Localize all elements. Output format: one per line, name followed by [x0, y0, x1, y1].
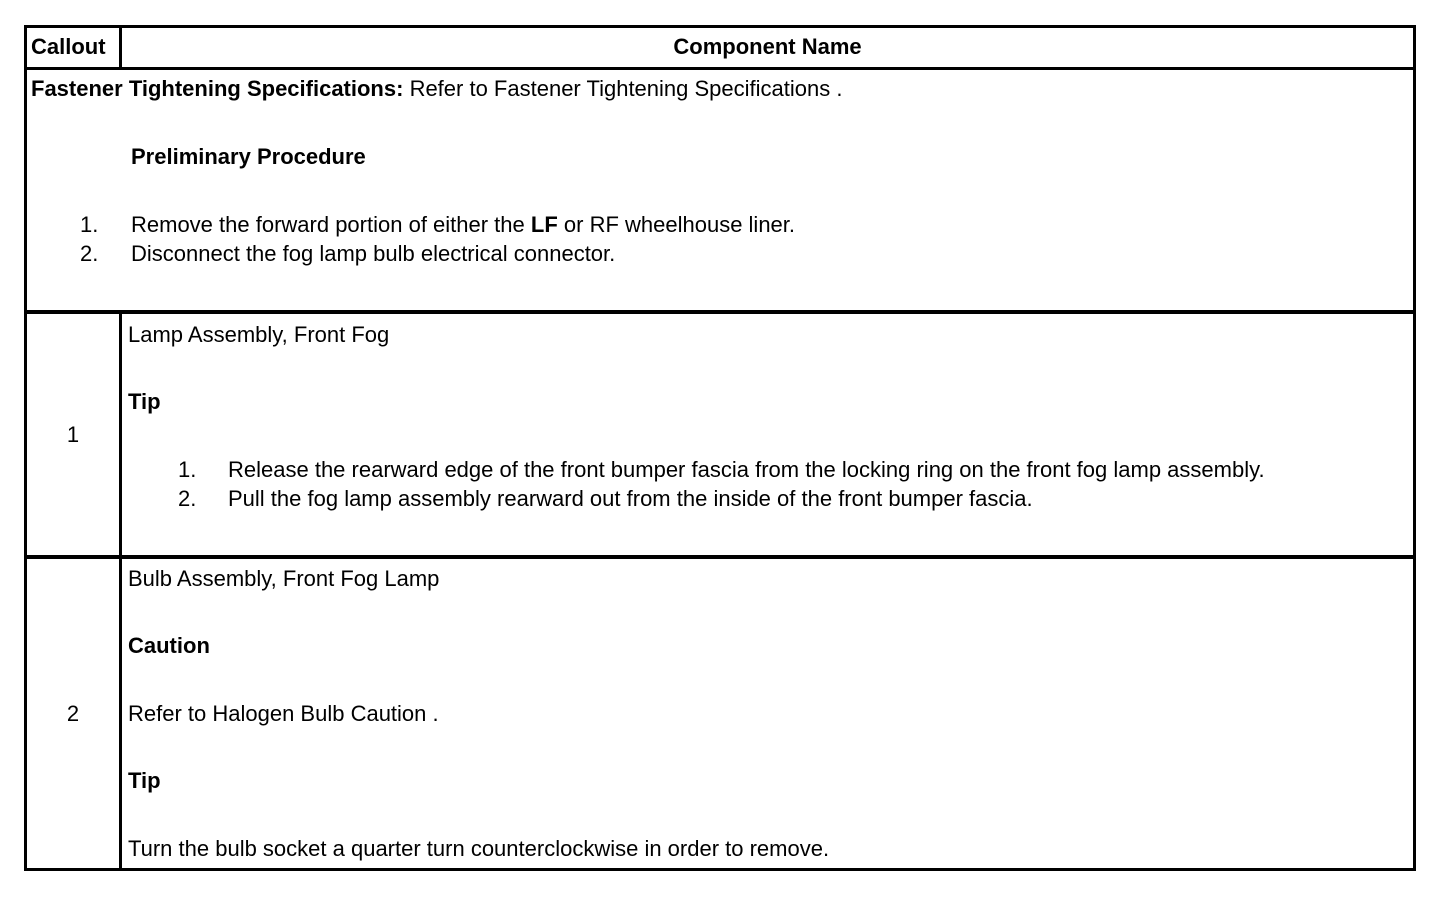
fastener-specification-line: [31, 76, 842, 102]
preliminary-step-2-text: Disconnect the fog lamp bulb electrical connector.: [131, 241, 616, 266]
row-1-step-1-number: 1.: [178, 457, 197, 482]
preliminary-step-2-number: 2.: [80, 241, 99, 266]
row-2-tip-text: Turn the bulb socket a quarter turn counterclockwise in order to remove.: [128, 836, 830, 861]
fastener-spec-link-text: Refer to Fastener Tightening Specifications .: [409, 76, 843, 101]
row-2-divider: [119, 559, 122, 871]
row-2-component-name: Bulb Assembly, Front Fog Lamp: [128, 566, 440, 591]
component-table: [24, 25, 1416, 871]
row-1-component-name: Lamp Assembly, Front Fog: [128, 322, 390, 347]
callout-column-header: Callout: [31, 34, 106, 59]
row-1-step-2-number: 2.: [178, 486, 197, 511]
row-1-tip-label: Tip: [128, 389, 161, 414]
component-name-column-header: Component Name: [673, 34, 862, 59]
row-1-step-1-text: Release the rearward edge of the front bumper fascia from the locking ring on the front fog lamp assembly.: [228, 457, 1265, 482]
row-2-caution-label: Caution: [128, 633, 210, 658]
row-1-step-2-text: Pull the fog lamp assembly rearward out from the inside of the front bumper fascia.: [228, 486, 1033, 511]
fastener-spec-label: Fastener Tightening Specifications:: [31, 76, 404, 101]
row-1-bottom-border: [27, 555, 1413, 559]
preliminary-step-1-number: 1.: [80, 212, 99, 237]
row-1-divider: [119, 314, 122, 558]
row-2-callout: 2: [66, 701, 80, 726]
header-bottom-border: [27, 67, 1413, 70]
row-1-callout: 1: [66, 422, 80, 447]
spec-section-bottom-border: [27, 310, 1413, 314]
preliminary-procedure-heading: Preliminary Procedure: [131, 144, 366, 169]
lf-emphasis: LF: [530, 212, 558, 237]
row-2-tip-label: Tip: [128, 768, 161, 793]
row-2-caution-text: Refer to Halogen Bulb Caution .: [128, 701, 439, 726]
preliminary-step-1-text: Remove the forward portion of either the LF or RF wheelhouse liner.: [131, 212, 796, 237]
